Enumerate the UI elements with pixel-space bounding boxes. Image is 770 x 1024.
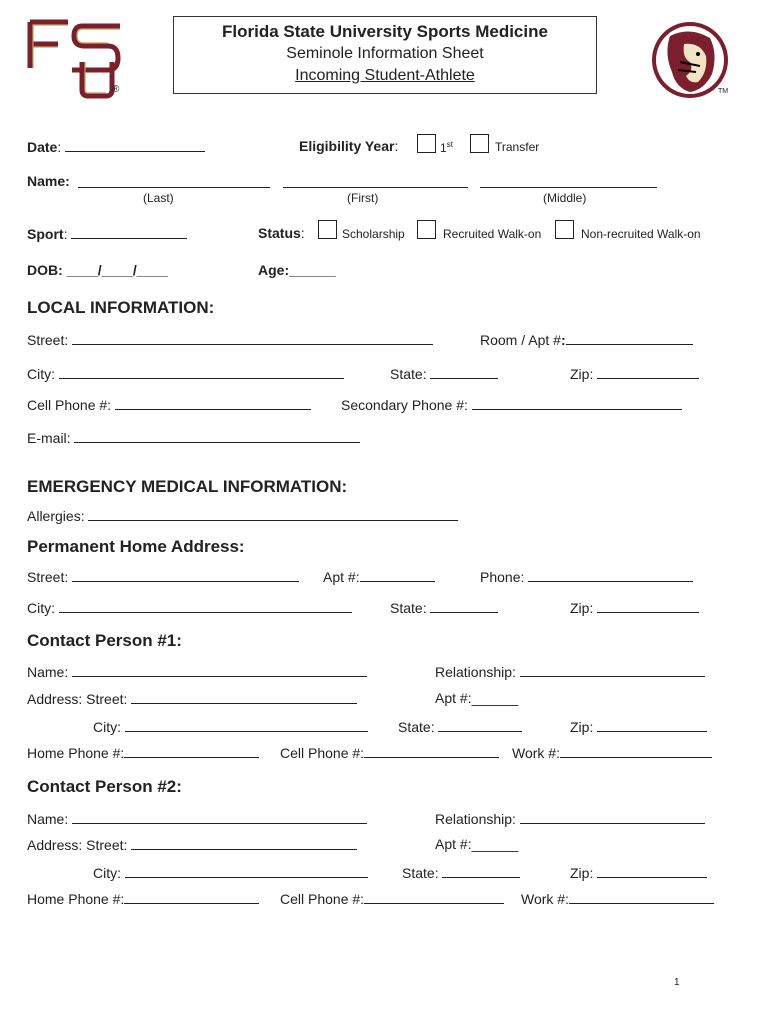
contact2-cell-phone-line bbox=[364, 890, 504, 904]
scholarship-label: Scholarship bbox=[342, 227, 405, 241]
form-subtitle: Seminole Information Sheet bbox=[286, 45, 484, 62]
contact1-cell-phone-label: Cell Phone #: bbox=[280, 745, 365, 761]
contact2-street-line bbox=[131, 836, 357, 850]
contact1-heading: Contact Person #1: bbox=[27, 631, 182, 650]
contact1-city-label: City: bbox=[93, 719, 121, 735]
secondary-phone-field[interactable] bbox=[341, 396, 682, 413]
first-year-label bbox=[440, 140, 453, 155]
logo-wordmark bbox=[24, 16, 26, 17]
seminole-logo bbox=[650, 18, 734, 102]
last-name-line[interactable] bbox=[78, 174, 270, 188]
local-street-line bbox=[72, 331, 433, 345]
contact2-state-label: State: bbox=[402, 865, 439, 881]
contact1-city-field[interactable] bbox=[93, 718, 368, 735]
contact1-name-line bbox=[72, 663, 367, 677]
page-number: 1 bbox=[674, 977, 680, 988]
contact1-apt-field[interactable]: Apt #:______ bbox=[435, 690, 519, 706]
status-label: Status bbox=[258, 225, 301, 241]
contact1-home-phone-line bbox=[124, 744, 259, 758]
home-street-field[interactable] bbox=[27, 568, 299, 585]
home-phone-label: Phone: bbox=[480, 569, 525, 585]
local-zip-line bbox=[597, 365, 699, 379]
date-line bbox=[65, 138, 205, 152]
sport-label: Sport bbox=[27, 226, 64, 242]
last-caption: (Last) bbox=[143, 191, 174, 205]
home-city-label: City: bbox=[27, 600, 55, 616]
contact1-zip-line bbox=[597, 718, 707, 732]
first-year-number: 1 bbox=[440, 141, 447, 155]
contact2-state-line bbox=[442, 864, 520, 878]
contact1-relationship-line bbox=[520, 663, 705, 677]
contact1-relationship-field[interactable] bbox=[435, 663, 705, 680]
contact1-cell-phone-line bbox=[364, 744, 499, 758]
allergies-line bbox=[88, 507, 458, 521]
recruited-walkon-label: Recruited Walk-on bbox=[443, 227, 542, 241]
contact1-home-phone-field[interactable] bbox=[27, 744, 259, 761]
room-apt-line bbox=[566, 331, 693, 345]
contact2-state-field[interactable] bbox=[402, 864, 520, 881]
contact2-home-phone-line bbox=[124, 890, 259, 904]
contact2-work-label: Work #: bbox=[521, 891, 569, 907]
contact2-name-line bbox=[72, 810, 367, 824]
contact2-street-field[interactable] bbox=[27, 836, 357, 853]
contact2-relationship-field[interactable] bbox=[435, 810, 705, 827]
contact1-cell-phone-field[interactable] bbox=[280, 744, 499, 761]
contact2-city-line bbox=[125, 864, 368, 878]
allergies-label: Allergies: bbox=[27, 508, 85, 524]
home-state-label: State: bbox=[390, 600, 427, 616]
contact2-relationship-label: Relationship: bbox=[435, 811, 516, 827]
email-label: E-mail: bbox=[27, 430, 71, 446]
contact2-home-phone-label: Home Phone #: bbox=[27, 891, 125, 907]
home-zip-field[interactable] bbox=[570, 599, 699, 616]
title-box bbox=[173, 16, 597, 94]
contact2-name-label: Name: bbox=[27, 811, 69, 827]
home-zip-line bbox=[597, 599, 699, 613]
contact1-name-label: Name: bbox=[27, 664, 69, 680]
contact1-zip-field[interactable] bbox=[570, 718, 707, 735]
home-phone-field[interactable] bbox=[480, 568, 693, 585]
contact2-name-field[interactable] bbox=[27, 810, 367, 827]
name-label: Name: bbox=[27, 173, 70, 189]
home-city-field[interactable] bbox=[27, 599, 352, 616]
first-year-checkbox[interactable] bbox=[417, 134, 436, 153]
home-apt-line bbox=[360, 568, 435, 582]
local-street-field[interactable] bbox=[27, 331, 433, 348]
room-apt-label: Room / Apt # bbox=[480, 332, 561, 348]
local-city-label: City: bbox=[27, 366, 55, 382]
contact1-state-label: State: bbox=[398, 719, 435, 735]
home-phone-line bbox=[528, 568, 693, 582]
eligibility-year bbox=[299, 138, 398, 154]
contact1-state-field[interactable] bbox=[398, 718, 522, 735]
contact1-zip-label: Zip: bbox=[570, 719, 594, 735]
contact1-work-label: Work #: bbox=[512, 745, 560, 761]
first-caption: (First) bbox=[347, 191, 379, 205]
date-label: Date bbox=[27, 139, 58, 155]
allergies-field[interactable] bbox=[27, 507, 458, 524]
room-apt-colon: : bbox=[560, 332, 566, 348]
age-field[interactable]: Age:______ bbox=[258, 262, 336, 278]
nonrecruited-walkon-checkbox[interactable] bbox=[555, 220, 574, 239]
middle-name-line[interactable] bbox=[480, 174, 657, 188]
local-state-label: State: bbox=[390, 366, 427, 382]
cell-phone-field[interactable] bbox=[27, 396, 311, 413]
form-title: Florida State University Sports Medicine bbox=[222, 22, 548, 41]
secondary-phone-label: Secondary Phone #: bbox=[341, 397, 468, 413]
contact1-work-line bbox=[560, 744, 712, 758]
secondary-phone-line bbox=[472, 396, 682, 410]
contact2-city-field[interactable] bbox=[93, 864, 368, 881]
contact1-home-phone-label: Home Phone #: bbox=[27, 745, 125, 761]
sport-field[interactable] bbox=[27, 225, 187, 242]
status-field bbox=[258, 225, 305, 241]
local-zip-field[interactable] bbox=[570, 365, 699, 382]
cell-phone-line bbox=[115, 396, 311, 410]
home-city-line bbox=[59, 599, 352, 613]
home-zip-label: Zip: bbox=[570, 600, 594, 616]
home-state-field[interactable] bbox=[390, 599, 498, 616]
contact2-zip-field[interactable] bbox=[570, 864, 707, 881]
sport-line bbox=[71, 225, 187, 239]
contact1-street-line bbox=[131, 690, 357, 704]
sport-colon: : bbox=[63, 226, 68, 242]
home-street-line bbox=[72, 568, 299, 582]
contact1-street-field[interactable] bbox=[27, 690, 357, 707]
email-line bbox=[74, 429, 360, 443]
home-street-label: Street: bbox=[27, 569, 69, 585]
scholarship-checkbox[interactable] bbox=[318, 220, 337, 239]
contact2-apt-field[interactable]: Apt #:______ bbox=[435, 836, 519, 852]
transfer-checkbox[interactable] bbox=[470, 134, 489, 153]
local-zip-label: Zip: bbox=[570, 366, 594, 382]
fsu-logo bbox=[24, 16, 124, 100]
contact2-work-field[interactable] bbox=[521, 890, 714, 907]
home-apt-label: Apt #: bbox=[323, 569, 360, 585]
contact2-relationship-line bbox=[520, 810, 705, 824]
date-field[interactable] bbox=[27, 138, 205, 155]
first-name-line[interactable] bbox=[283, 174, 468, 188]
home-address-heading: Permanent Home Address: bbox=[27, 537, 245, 556]
contact2-home-phone-field[interactable] bbox=[27, 890, 259, 907]
trademark: TM bbox=[718, 88, 729, 95]
contact2-city-label: City: bbox=[93, 865, 121, 881]
contact1-city-line bbox=[125, 718, 368, 732]
contact1-work-field[interactable] bbox=[512, 744, 712, 761]
contact2-heading: Contact Person #2: bbox=[27, 777, 182, 796]
contact1-street-label: Address: Street: bbox=[27, 691, 128, 707]
registered-mark: ® bbox=[112, 84, 120, 95]
dob-field[interactable]: DOB: ____/____/____ bbox=[27, 262, 168, 278]
home-state-line bbox=[430, 599, 498, 613]
local-city-line bbox=[59, 365, 344, 379]
email-field[interactable] bbox=[27, 429, 360, 446]
eligibility-colon: : bbox=[394, 138, 399, 154]
contact2-street-label: Address: Street: bbox=[27, 837, 128, 853]
local-state-line bbox=[430, 365, 498, 379]
local-state-field[interactable] bbox=[390, 365, 498, 382]
local-street-label: Street: bbox=[27, 332, 69, 348]
contact2-cell-phone-label: Cell Phone #: bbox=[280, 891, 365, 907]
eligibility-label: Eligibility Year bbox=[299, 138, 395, 154]
recruited-walkon-checkbox[interactable] bbox=[417, 220, 436, 239]
first-year-sup: st bbox=[446, 140, 453, 149]
home-apt-field[interactable] bbox=[323, 568, 435, 585]
emergency-heading: EMERGENCY MEDICAL INFORMATION: bbox=[27, 477, 348, 496]
status-colon: : bbox=[300, 225, 305, 241]
contact2-zip-line bbox=[597, 864, 707, 878]
room-apt-field[interactable] bbox=[480, 331, 693, 348]
contact2-cell-phone-field[interactable] bbox=[280, 890, 504, 907]
contact1-relationship-label: Relationship: bbox=[435, 664, 516, 680]
form-subtitle-2: Incoming Student-Athlete bbox=[295, 67, 475, 84]
local-city-field[interactable] bbox=[27, 365, 344, 382]
local-info-heading: LOCAL INFORMATION: bbox=[27, 298, 215, 317]
transfer-label: Transfer bbox=[495, 140, 540, 154]
contact1-name-field[interactable] bbox=[27, 663, 367, 680]
contact1-state-line bbox=[438, 718, 522, 732]
contact2-work-line bbox=[569, 890, 714, 904]
date-colon: : bbox=[57, 139, 62, 155]
contact2-zip-label: Zip: bbox=[570, 865, 594, 881]
cell-phone-label: Cell Phone #: bbox=[27, 397, 112, 413]
nonrecruited-walkon-label: Non-recruited Walk-on bbox=[581, 227, 701, 241]
middle-caption: (Middle) bbox=[543, 191, 587, 205]
